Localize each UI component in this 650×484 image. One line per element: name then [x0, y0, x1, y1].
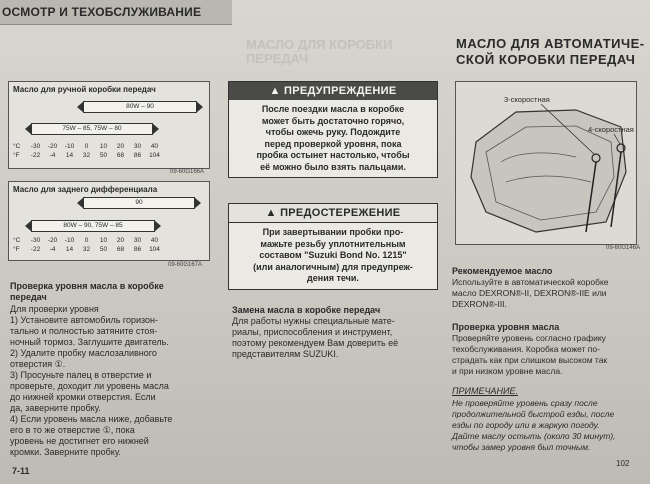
step-2 — [10, 348, 157, 370]
note-text — [452, 398, 616, 453]
viscosity-bar-80w90 — [83, 101, 197, 113]
text-line: и при низком уровне масла. — [452, 366, 563, 376]
caution-header — [229, 204, 437, 223]
step-line: 2) Удалите пробку маслозаливного — [10, 348, 157, 358]
tick: 20 — [116, 237, 125, 244]
header-bar — [0, 0, 232, 25]
step-line: кромки. Заверните пробку. — [10, 447, 121, 457]
note-line: езды по городу или в жаркую погоду. — [452, 420, 600, 430]
note-line: чтобы замер уровня был точным. — [452, 442, 591, 452]
warning-line: После поездки масла в коробке — [261, 104, 405, 114]
replace-oil-text — [232, 316, 398, 360]
tick: 68 — [116, 246, 125, 253]
note-line: Не проверяйте уровень сразу после — [452, 398, 598, 408]
tick: 40 — [150, 143, 159, 150]
tick: 86 — [133, 152, 142, 159]
warning-triangle-icon: ▲ — [269, 85, 281, 97]
fahrenheit-unit: °F — [13, 246, 20, 253]
chart-title: Масло для заднего дифференциала — [13, 185, 158, 194]
viscosity-bar-90 — [83, 197, 195, 209]
celsius-unit: °C — [13, 143, 21, 150]
recommended-oil-heading: Рекомендуемое масло — [452, 266, 553, 276]
warning-box — [228, 81, 438, 178]
celsius-scale — [13, 143, 163, 150]
figure-code: 09-60G166A — [170, 169, 205, 175]
text-line: масло DEXRON®-II, DEXRON®-IIE или — [452, 288, 607, 298]
step-line: 4) Если уровень масла ниже, добавьте — [10, 414, 173, 424]
step-line: тально и полностью затяните стоя- — [10, 326, 158, 336]
check-level-heading — [10, 281, 164, 303]
tick: 14 — [65, 246, 74, 253]
tick: -10 — [64, 143, 75, 150]
transmission-illustration — [456, 82, 636, 244]
tick: 68 — [116, 152, 125, 159]
bar-label: 80W – 90 — [126, 103, 154, 110]
tick: -4 — [49, 152, 56, 159]
step-line: 1) Установите автомобиль горизон- — [10, 315, 159, 325]
caution-line: мажьте резьбу уплотнительным — [260, 238, 406, 249]
step-line: 3) Просуньте палец в отверстие и — [10, 370, 152, 380]
figure-code: 09-60G167A — [168, 262, 203, 268]
caution-line: При завертывании пробки про- — [262, 227, 404, 237]
tick: 32 — [82, 246, 91, 253]
text-line: DEXRON®-III. — [452, 299, 507, 309]
warning-line: перед проверкой уровня, пока — [264, 138, 402, 149]
warning-title: ПРЕДУПРЕЖДЕНИЕ — [284, 85, 397, 97]
tick: 32 — [82, 152, 91, 159]
step-line: до нижней кромки отверстия. Если — [10, 392, 156, 402]
fahrenheit-scale — [13, 152, 163, 159]
text-line: поэтому рекомендуем Вам доверить её — [232, 338, 399, 348]
text-line: техобслуживания. Коробка может по- — [452, 344, 600, 354]
step-3 — [10, 370, 169, 414]
caution-box — [228, 203, 438, 290]
step-line: да, заверните пробку. — [10, 403, 101, 413]
text-line: Проверяйте уровень согласно графику — [452, 333, 606, 343]
check-auto-level-heading: Проверка уровня масла — [452, 322, 560, 332]
tick: 30 — [133, 143, 142, 150]
step-line: отверстия ①. — [10, 359, 66, 369]
fahrenheit-scale — [13, 246, 163, 253]
warning-line: её можно было взять пальцами. — [260, 161, 406, 172]
warning-line: чтобы ожечь руку. Подождите — [265, 127, 401, 137]
note-line: Дайте маслу остыть (около 30 минут), — [452, 431, 616, 441]
bar-label: 80W – 90, 75W – 85 — [63, 222, 123, 229]
manual-oil-chart — [8, 81, 210, 169]
note-title: ПРИМЕЧАНИЕ. — [452, 386, 518, 396]
tick: -22 — [30, 246, 41, 253]
text-line: Для работы нужны специальные мате- — [232, 316, 395, 326]
faded-section-title — [246, 38, 392, 66]
caution-line: составом "Suzuki Bond No. 1215" — [259, 250, 407, 260]
transmission-figure — [455, 81, 637, 245]
tick: 86 — [133, 246, 142, 253]
tick: -4 — [49, 246, 56, 253]
recommended-oil-text — [452, 277, 609, 310]
heading-line: передач — [10, 292, 47, 302]
heading-line: Проверка уровня масла в коробке — [10, 281, 164, 291]
section-header: ОСМОТР И ТЕХОБСЛУЖИВАНИЕ — [2, 5, 202, 19]
viscosity-bar-80w90 — [31, 220, 155, 232]
tick: 10 — [99, 237, 108, 244]
label-4-speed: 4-скоростная — [588, 125, 634, 134]
title-line: МАСЛО ДЛЯ АВТОМАТИЧЕ- — [456, 36, 645, 51]
figure-code: 09-60G146A — [606, 245, 641, 251]
tick: -20 — [47, 143, 58, 150]
check-auto-level-text — [452, 333, 607, 377]
celsius-scale — [13, 237, 163, 244]
tick: -30 — [30, 143, 41, 150]
caution-line: (или аналогичным) для предупреж- — [253, 261, 413, 272]
page-number-right: 102 — [616, 459, 630, 468]
bar-label: 90 — [135, 199, 143, 206]
warning-text — [229, 100, 437, 177]
note-line: продолжительной быстрой езды, после — [452, 409, 615, 419]
auto-transmission-title — [456, 36, 645, 68]
caution-text — [229, 223, 437, 289]
tick: -30 — [30, 237, 41, 244]
differential-oil-chart — [8, 181, 210, 261]
warning-line: может быть достаточно горячо, — [261, 115, 405, 126]
tick: 10 — [99, 143, 108, 150]
tick: 14 — [65, 152, 74, 159]
tick: -10 — [64, 237, 75, 244]
tick: 0 — [84, 143, 89, 150]
warning-triangle-icon: ▲ — [265, 207, 277, 219]
step-4 — [10, 414, 172, 458]
caution-title: ПРЕДОСТЕРЕЖЕНИЕ — [280, 207, 401, 219]
tick: 50 — [99, 152, 108, 159]
bar-label: 75W – 85, 75W – 80 — [62, 125, 122, 132]
step-line: уровень не достигнет его нижней — [10, 436, 149, 446]
tick: 50 — [99, 246, 108, 253]
tick: 40 — [150, 237, 159, 244]
tick: -20 — [47, 237, 58, 244]
step-line: ночный тормоз. Заглушите двигатель. — [10, 337, 169, 347]
step-line: проверьте, доходит ли уровень масла — [10, 381, 169, 391]
warning-line: пробка остынет настолько, чтобы — [256, 150, 410, 160]
caution-line: дения течи. — [307, 273, 359, 283]
tick: 104 — [149, 246, 160, 253]
replace-oil-heading: Замена масла в коробке передач — [232, 305, 381, 315]
title-line: СКОЙ КОРОБКИ ПЕРЕДАЧ — [456, 52, 636, 67]
text-line: Используйте в автоматической коробке — [452, 277, 609, 287]
fahrenheit-unit: °F — [13, 152, 20, 159]
tick: 104 — [149, 152, 160, 159]
tick: 20 — [116, 143, 125, 150]
page-number-left: 7-11 — [12, 466, 30, 476]
step-1 — [10, 315, 169, 348]
faded-line: МАСЛО ДЛЯ КОРОБКИ — [246, 37, 393, 52]
text-line: риалы, приспособления и инструмент, — [232, 327, 393, 337]
faded-line: ПЕРЕДАЧ — [246, 51, 309, 66]
label-3-speed: 3-скоростная — [504, 95, 550, 104]
celsius-unit: °C — [13, 237, 21, 244]
warning-header — [229, 82, 437, 100]
intro-text: Для проверки уровня — [10, 304, 99, 314]
chart-title: Масло для ручной коробки передач — [13, 85, 156, 94]
step-line: его в то же отверстие ①, пока — [10, 425, 135, 435]
tick: 0 — [84, 237, 89, 244]
tick: 30 — [133, 237, 142, 244]
viscosity-bar-75w85 — [31, 123, 153, 135]
text-line: представителям SUZUKI. — [232, 349, 339, 359]
text-line: страдать как при слишком высоком так — [452, 355, 608, 365]
tick: -22 — [30, 152, 41, 159]
